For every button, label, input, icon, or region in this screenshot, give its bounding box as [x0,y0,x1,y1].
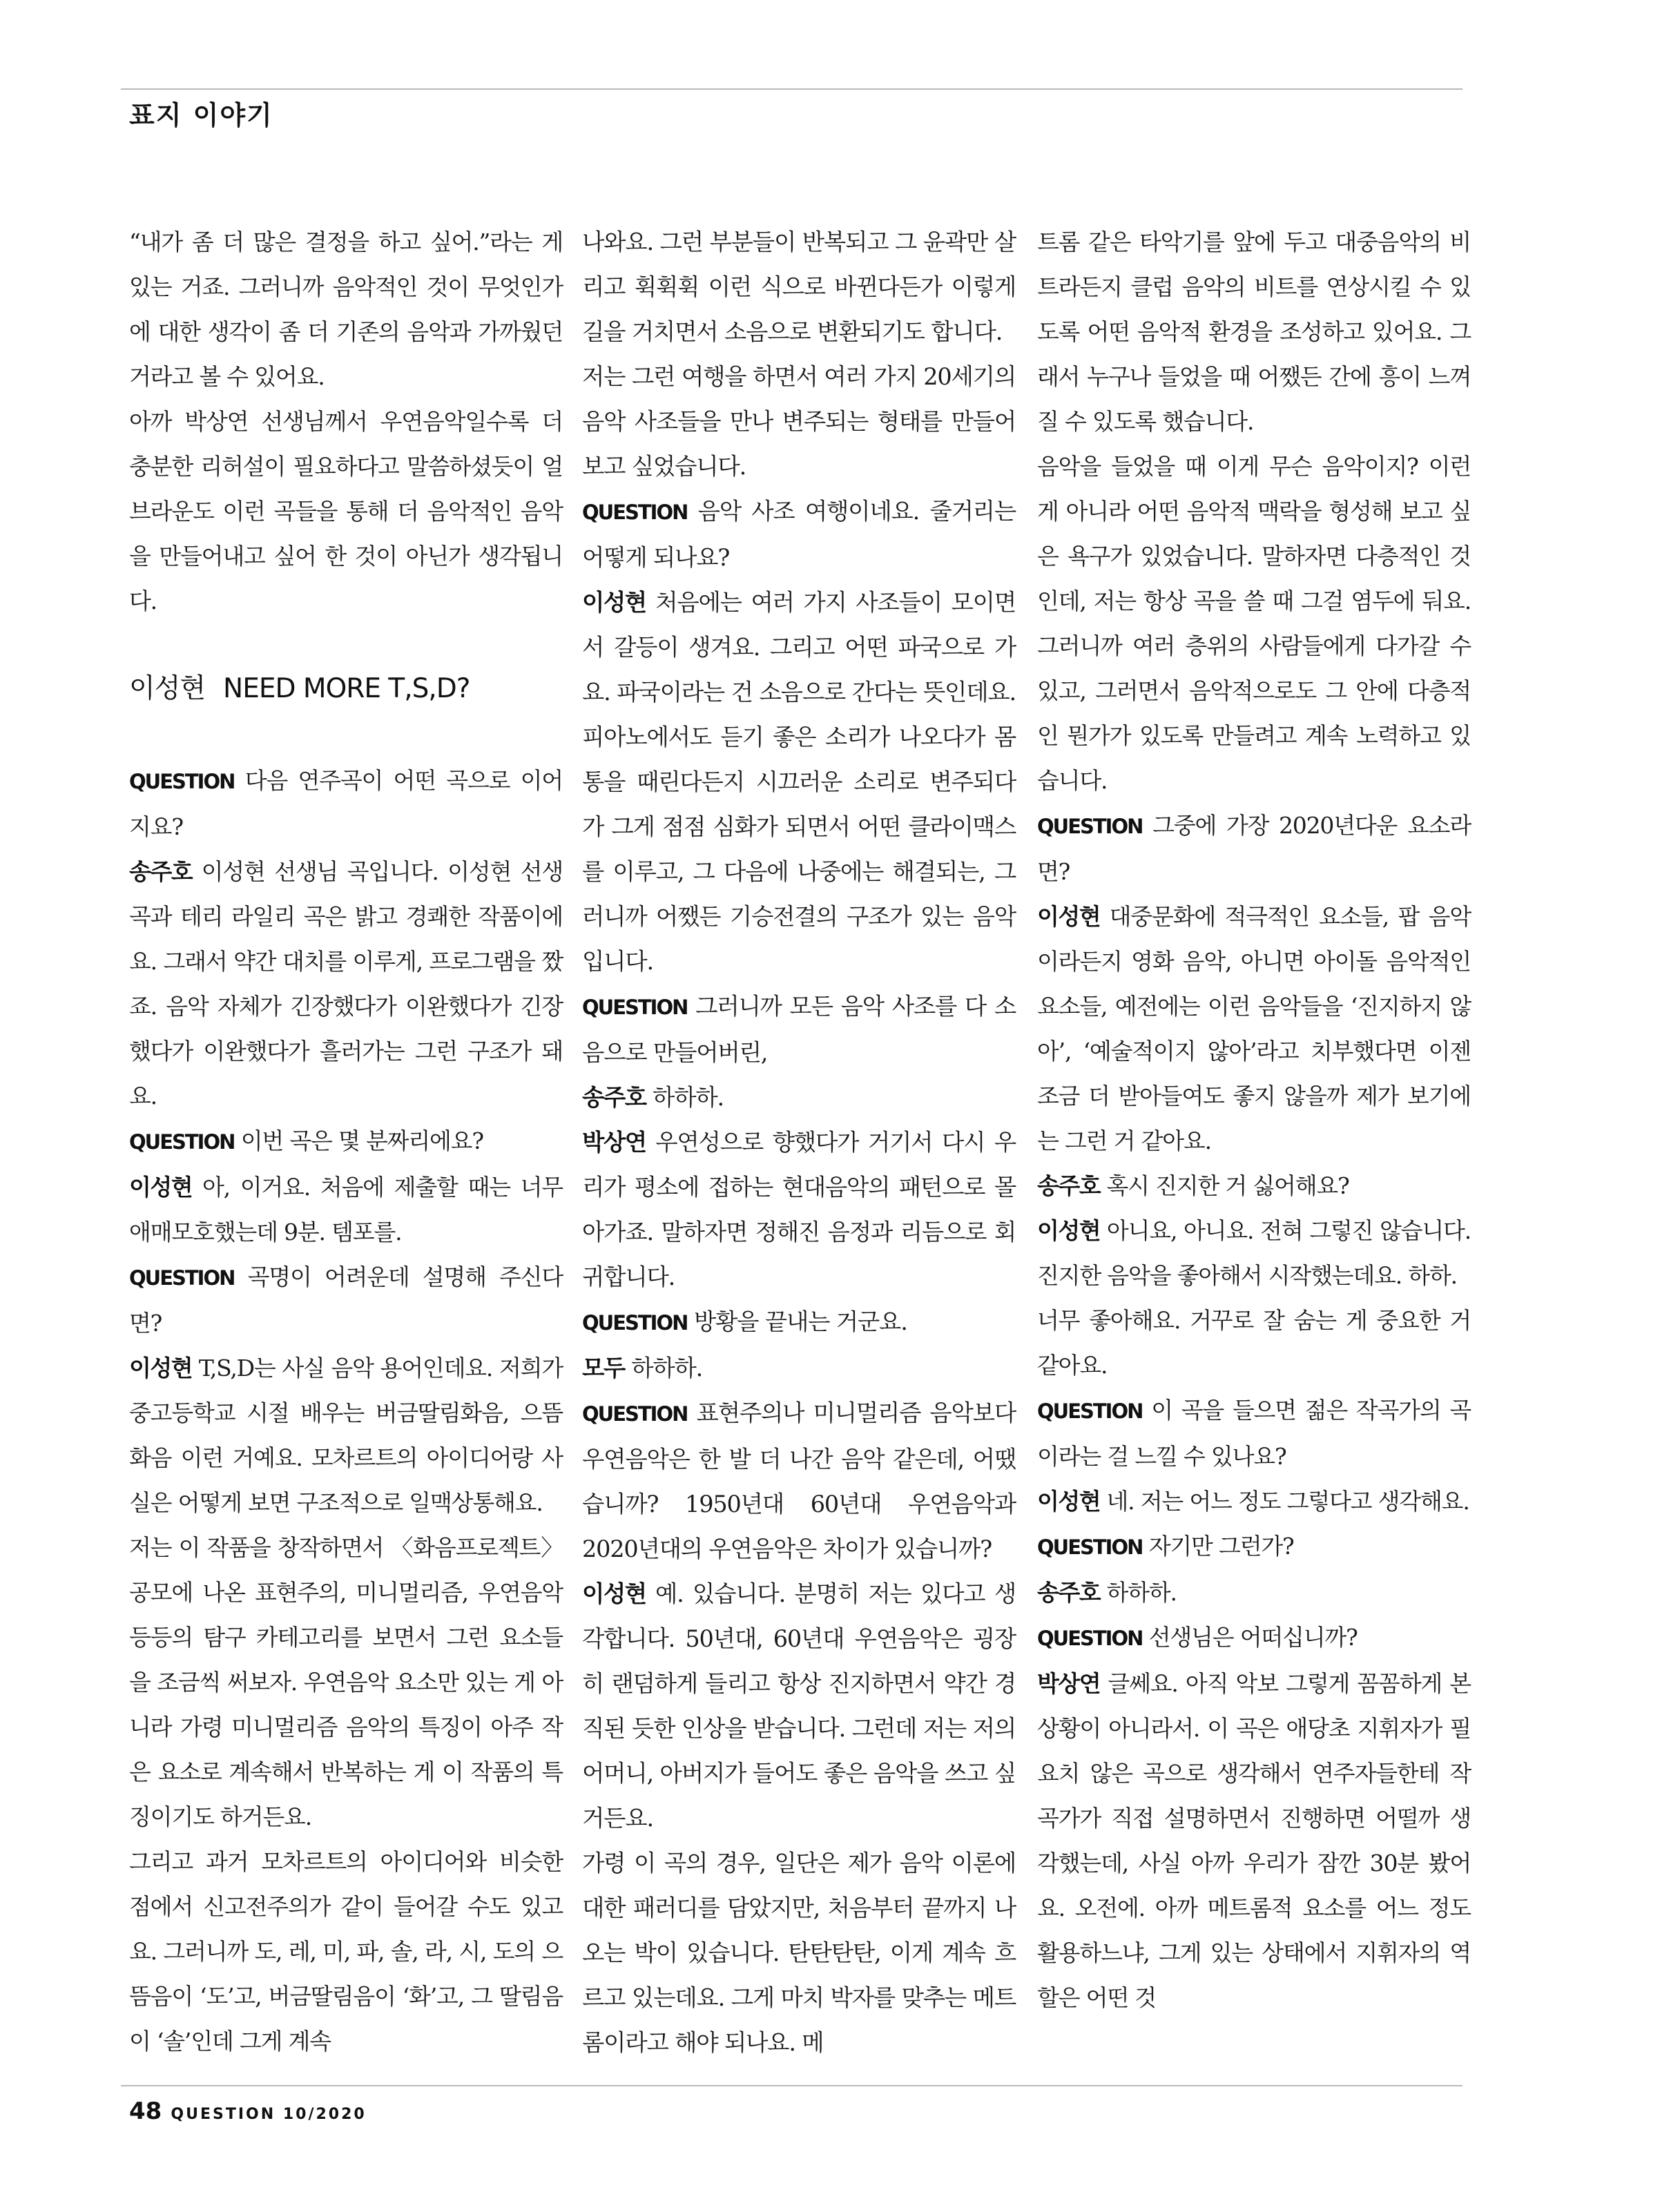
speaker-label: QUESTION [129,1266,235,1290]
speaker-label: 모두 [582,1355,625,1382]
dialogue-paragraph [129,1254,563,1346]
paragraph-text: 그리고 과거 모차르트의 아이디어와 비슷한 점에서 신고전주의가 같이 들어갈 수도 있고요. 그러니까 도, 레, 미, 파, 솔, 라, 시, 도의 으뜸음이 ‘도’고, 버금딸림음이 ‘화’고, 그 딸림음이 ‘솔’인데 그게 계속 [129,1848,563,2055]
speaker-label: 박상연 [582,1129,646,1156]
body-paragraph [129,220,563,399]
paragraph-text: 아까 박상연 선생님께서 우연음악일수록 더 충분한 리허설이 필요하다고 말씀하셨듯이 얼 브라운도 이런 곡들을 통해 더 음악적인 음악을 만들어내고 싶어 한 것이 아닌가 생각됩니다. [129,408,563,614]
speaker-label: QUESTION [582,501,688,524]
speaker-label: QUESTION [1037,1399,1143,1423]
paragraph-text: 하하하. [1106,1579,1177,1606]
paragraph-text: 음악 사조 여행이네요. 줄거리는 어떻게 되나요? [582,498,1016,571]
paragraph-text: 곡명이 어려운데 설명해 주신다면? [129,1263,563,1337]
dialogue-paragraph [582,1075,1016,1120]
paragraph-text: 가령 이 곡의 경우, 일단은 제가 음악 이론에 대한 패러디를 담았지만, 처음부터 끝까지 나오는 박이 있습니다. 탄탄탄탄, 이게 계속 흐르고 있는데요. 그게 마치 박자를 맞추는 메트롬이라고 해야 되나요. 메 [582,1850,1016,2056]
section-label: 표지 이야기 [129,100,273,130]
speaker-label: 이성현 [129,1174,193,1201]
speaker-label: QUESTION [582,1402,688,1426]
speaker-label: 이성현 [1037,1488,1101,1515]
speaker-label: QUESTION [1037,1535,1143,1559]
paragraph-text: 자기만 그런가? [1148,1533,1294,1560]
paragraph-text: 이 곡을 들으면 젊은 작곡가의 곡이라는 걸 느낄 수 있나요? [1037,1397,1471,1470]
speaker-label: 박상연 [1037,1670,1101,1697]
paragraph-text: 방황을 끝내는 거군요. [693,1308,907,1335]
speaker-label: 송주호 [129,858,193,885]
dialogue-paragraph [129,758,563,849]
paragraph-text: 하하하. [653,1084,724,1111]
dialogue-paragraph [582,1120,1016,1299]
footer-rule [121,2085,1462,2086]
paragraph-text: 글쎄요. 아직 악보 그렇게 꼼꼼하게 본 상황이 아니라서. 이 곡은 애당초 지휘자가 필요치 않은 곡으로 생각해서 연주자들한테 작곡가가 직접 설명하면서 진행하면 어떨까 생각했는데, 사실 아까 우리가 잠깐 30분 봤어요. 오전에. 아까 메트롬적 요소를 어느 정도 활용하느냐, 그게 있는 상태에서 지휘자의 역할은 어떤 것 [1037,1670,1471,2011]
text-column-3 [1037,220,1471,2020]
body-paragraph [129,399,563,623]
speaker-label: 이성현 [582,1580,646,1607]
speaker-label: QUESTION [1037,1627,1143,1650]
paragraph-text: 네. 저는 어느 정도 그렇다고 생각해요. [1106,1488,1469,1515]
paragraph-text: 선생님은 어떠십니까? [1148,1624,1358,1651]
paragraph-text: 아니요, 아니요. 전혀 그렇진 않습니다. 진지한 음악을 좋아해서 시작했는데요. 하하. [1037,1217,1471,1289]
dialogue-paragraph [1037,1661,1471,2020]
paragraph-text: 아, 이거요. 처음에 제출할 때는 너무 애매모호했는데 9분. 템포를. [129,1174,563,1245]
paragraph-text: 나와요. 그런 부분들이 반복되고 그 윤곽만 살리고 휙휙휙 이런 식으로 바뀐다든가 이렇게 길을 거치면서 소음으로 변환되기도 합니다. [582,229,1016,345]
speaker-label: QUESTION [582,1311,688,1335]
dialogue-paragraph [129,1346,563,1525]
paragraph-text: 우연성으로 향했다가 거기서 다시 우리가 평소에 접하는 현대음악의 패턴으로 몰아가죠. 말하자면 정해진 음정과 리듬으로 회귀합니다. [582,1129,1016,1290]
speaker-label: 송주호 [1037,1172,1101,1199]
paragraph-text: 하하하. [631,1355,703,1382]
paragraph-text: 그중에 가장 2020년다운 요소라면? [1037,812,1471,885]
dialogue-paragraph [1037,1570,1471,1615]
dialogue-paragraph [129,1118,563,1165]
dialogue-paragraph [1037,1163,1471,1208]
dialogue-paragraph [129,1165,563,1254]
body-paragraph [129,1839,563,2064]
body-paragraph [1037,220,1471,444]
dialogue-paragraph [129,849,563,1118]
speaker-label: QUESTION [129,770,235,793]
text-column-2 [582,220,1016,2065]
paragraph-text: 대중문화에 적극적인 요소들, 팝 음악이라든지 영화 음악, 아니면 아이돌 음악적인 요소들, 예전에는 이런 음악들을 ‘진지하지 않아’, ‘예술적이지 않아’라고 치부했다면 이젠 조금 더 받아들여도 좋지 않을까 제가 보기에는 그런 거 같아요. [1037,903,1471,1154]
paragraph-text: 다음 연주곡이 어떤 곡으로 이어지요? [129,767,563,840]
speaker-label: 이성현 [129,1355,193,1382]
dialogue-paragraph [1037,1479,1471,1524]
section-heading [129,666,563,711]
page-footer [129,2097,367,2125]
heading-name: 이성현 [129,673,206,704]
dialogue-paragraph [1037,1615,1471,1661]
paragraph-text: 이번 곡은 몇 분짜리에요? [240,1127,483,1154]
issue-label: QUESTION 10/2020 [171,2106,367,2123]
header-rule [121,88,1462,90]
paragraph-text: 저는 이 작품을 창작하면서 〈화음프로젝트〉 공모에 나온 표현주의, 미니멀리즘, 우연음악 등등의 탐구 카테고리를 보면서 그런 요소들을 조금씩 써보자. 우연음악 요소만 있는 게 아니라 가령 미니멀리즘 음악의 특징이 아주 작은 요소로 계속해서 반복하는 게 이 작품의 특징이기도 하거든요. [129,1534,563,1830]
body-paragraph [1037,1298,1471,1388]
paragraph-text: 혹시 진지한 거 싫어해요? [1106,1172,1349,1199]
paragraph-text: 표현주의나 미니멀리즘 음악보다 우연음악은 한 발 더 나간 음악 같은데, 어땠습니까? 1950년대 60년대 우연음악과 2020년대의 우연음악은 차이가 있습니까? [582,1399,1016,1562]
dialogue-paragraph [1037,1524,1471,1570]
dialogue-paragraph [582,1346,1016,1390]
speaker-label: 이성현 [582,589,646,616]
dialogue-paragraph [582,1299,1016,1346]
paragraph-text: T,S,D는 사실 음악 용어인데요. 저희가 중고등학교 시절 배우는 버금딸림화음, 으뜸화음 이런 거예요. 모차르트의 아이디어랑 사실은 어떻게 보면 구조적으로 일맥상통해요. [129,1355,563,1516]
paragraph-text: 너무 좋아해요. 거꾸로 잘 숨는 게 중요한 거 같아요. [1037,1307,1471,1379]
paragraph-text: 저는 그런 여행을 하면서 여러 가지 20세기의 음악 사조들을 만나 변주되는 형태를 만들어보고 싶었습니다. [582,363,1016,480]
body-paragraph [1037,444,1471,803]
speaker-label: 이성현 [1037,1217,1101,1244]
speaker-label: QUESTION [582,996,688,1019]
page-number: 48 [129,2097,162,2125]
speaker-label: 송주호 [582,1084,646,1111]
dialogue-paragraph [582,580,1016,984]
dialogue-paragraph [1037,894,1471,1163]
body-paragraph [582,220,1016,354]
dialogue-paragraph [1037,1388,1471,1479]
body-paragraph [129,1525,563,1839]
text-column-1 [129,220,563,2064]
paragraph-text: 처음에는 여러 가지 사조들이 모이면서 갈등이 생겨요. 그리고 어떤 파국으로 가요. 파국이라는 건 소음으로 간다는 뜻인데요. 피아노에서도 듣기 좋은 소리가 나오다가 몸통을 때린다든지 시끄러운 소리로 변주되다가 그게 점점 심화가 되면서 어떤 클라이맥스를 이루고, 그 다음에 나중에는 해결되는, 그러니까 어쨌든 기승전결의 구조가 있는 음악입니다. [582,589,1016,975]
speaker-label: QUESTION [129,1130,235,1154]
dialogue-paragraph [1037,1208,1471,1298]
paragraph-text: 예. 있습니다. 분명히 저는 있다고 생각합니다. 50년대, 60년대 우연음악은 굉장히 랜덤하게 들리고 항상 진지하면서 약간 경직된 듯한 인상을 받습니다. 그런데 저는 저의 어머니, 아버지가 들어도 좋은 음악을 쓰고 싶거든요. [582,1580,1016,1832]
paragraph-text: 이성현 선생님 곡입니다. 이성현 선생 곡과 테리 라일리 곡은 밝고 경쾌한 작품이에요. 그래서 약간 대치를 이루게, 프로그램을 짰죠. 음악 자체가 긴장했다가 이완했다가 긴장했다가 이완했다가 흘러가는 그런 구조가 돼요. [129,858,563,1109]
dialogue-paragraph [1037,803,1471,894]
body-paragraph [582,354,1016,489]
speaker-label: 송주호 [1037,1579,1101,1606]
paragraph-text: “내가 좀 더 많은 결정을 하고 싶어.”라는 게 있는 거죠. 그러니까 음악적인 것이 무엇인가에 대한 생각이 좀 더 기존의 음악과 가까웠던 거라고 볼 수 있어요. [129,229,563,390]
speaker-label: QUESTION [1037,815,1143,838]
body-paragraph [582,1841,1016,2065]
paragraph-text: 음악을 들었을 때 이게 무슨 음악이지? 이런 게 아니라 어떤 음악적 맥락을 형성해 보고 싶은 욕구가 있었습니다. 말하자면 다층적인 것인데, 저는 항상 곡을 쓸 때 그걸 염두에 둬요. 그러니까 여러 층위의 사람들에게 다가갈 수 있고, 그러면서 음악적으로도 그 안에 다층적인 뭔가가 있도록 만들려고 계속 노력하고 있습니다. [1037,453,1471,794]
dialogue-paragraph [582,1390,1016,1571]
dialogue-paragraph [582,489,1016,580]
dialogue-paragraph [582,984,1016,1075]
dialogue-paragraph [582,1571,1016,1841]
heading-title: NEED MORE T,S,D? [223,673,470,704]
paragraph-text: 트롬 같은 타악기를 앞에 두고 대중음악의 비트라든지 클럽 음악의 비트를 연상시킬 수 있도록 어떤 음악적 환경을 조성하고 있어요. 그래서 누구나 들었을 때 어쨌든 간에 흥이 느껴질 수 있도록 했습니다. [1037,229,1471,435]
speaker-label: 이성현 [1037,903,1101,930]
paragraph-text: 그러니까 모든 음악 사조를 다 소음으로 만들어버린, [582,993,1016,1066]
